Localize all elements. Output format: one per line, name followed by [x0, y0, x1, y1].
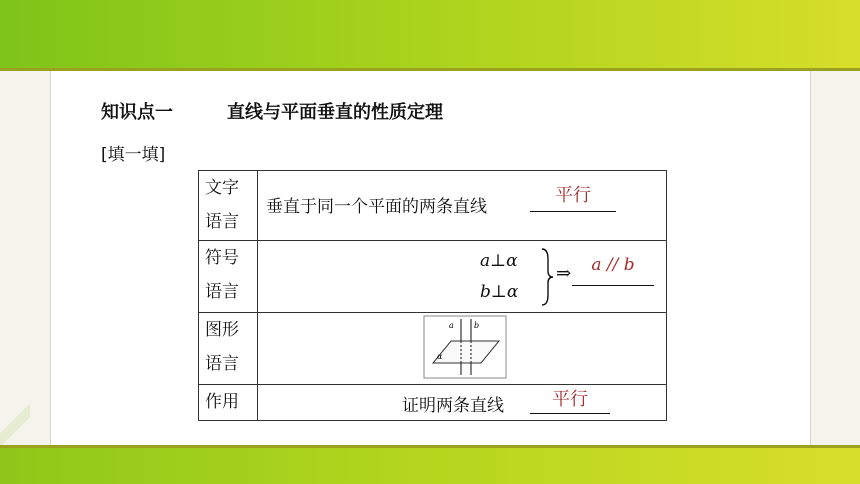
corner-decoration — [0, 405, 30, 445]
table-row — [199, 385, 667, 421]
plane-figure — [423, 315, 507, 379]
right-margin — [810, 71, 860, 445]
answer-text: a // b — [591, 255, 635, 275]
table-row — [199, 171, 667, 241]
fill-in-label: [填一填] — [101, 145, 166, 165]
answer-text: 平行 — [552, 389, 588, 410]
bottom-banner — [0, 448, 860, 484]
top-divider — [0, 68, 860, 71]
section-title: 直线与平面垂直的性质定理 — [227, 102, 443, 123]
brace-icon — [540, 247, 554, 307]
row-content — [258, 385, 667, 421]
table-row — [199, 241, 667, 313]
row-content — [258, 313, 667, 385]
figure-label-b: b — [474, 321, 480, 330]
answer-blank — [530, 385, 610, 414]
row-label: 作用 — [199, 385, 258, 421]
theorem-table — [198, 170, 667, 421]
premise-b: b⊥α — [480, 282, 519, 302]
implies-symbol: ⇒ — [556, 263, 572, 284]
answer-text: 平行 — [555, 185, 591, 206]
answer-blank — [530, 181, 616, 212]
row-label: 图形 语言 — [199, 313, 258, 385]
row-content — [258, 171, 667, 241]
right-margin-border — [810, 71, 811, 445]
row-content — [258, 241, 667, 313]
figure-label-a: a — [449, 321, 454, 330]
text-statement: 垂直于同一个平面的两条直线 — [266, 197, 487, 217]
top-banner — [0, 0, 860, 68]
knowledge-point-label: 知识点一 — [101, 102, 173, 123]
answer-blank — [572, 255, 654, 286]
left-margin — [0, 71, 50, 445]
row-label: 文字 语言 — [199, 171, 258, 241]
row-label: 符号 语言 — [199, 241, 258, 313]
figure-label-alpha: α — [437, 352, 443, 361]
premise-a: a⊥α — [480, 251, 518, 271]
usage-statement: 证明两条直线 — [402, 396, 504, 416]
left-margin-border — [50, 71, 51, 445]
table-row — [199, 313, 667, 385]
